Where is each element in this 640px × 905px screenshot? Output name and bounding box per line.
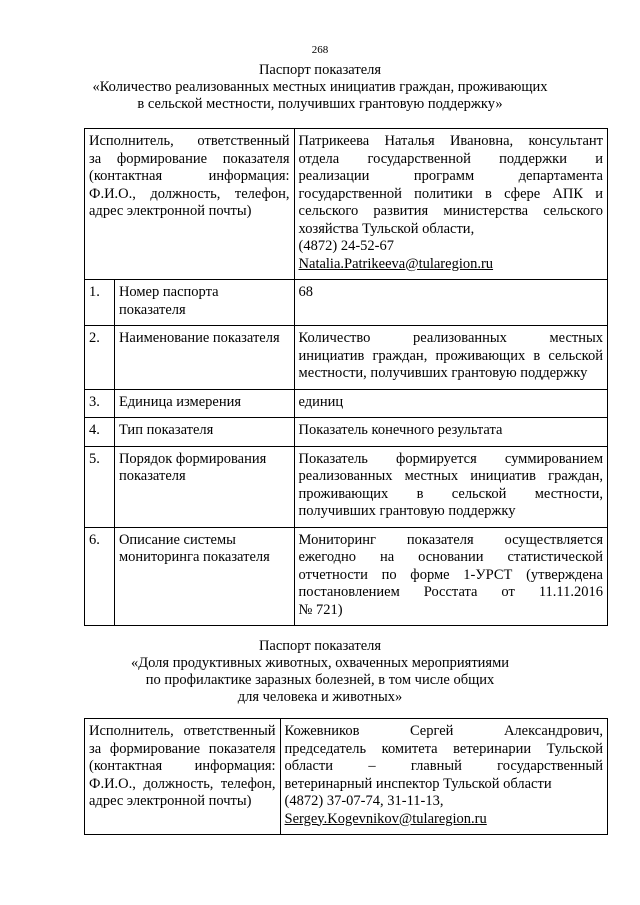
- row-value-line: отчетности по форме 1-УРСТ (утверждена: [298, 566, 603, 583]
- row-value-line: получивших грантовую поддержку: [298, 503, 516, 519]
- executor-value-line: председатель комитета ветеринарии Тульской: [284, 740, 603, 757]
- row-label-line: Порядок формирования: [118, 450, 267, 467]
- row-label-line: Единица измерения: [118, 393, 242, 410]
- row-value: [294, 389, 607, 418]
- row-label: [114, 418, 294, 447]
- row-label: [114, 326, 294, 390]
- table-row: [85, 326, 608, 390]
- executor-value: [280, 719, 607, 835]
- executor-row: [85, 129, 608, 280]
- executor-phone: (4872) 37-07-74, 31-11-13,: [284, 793, 444, 809]
- row-value-line: № 721): [298, 601, 343, 618]
- passport2-table: [84, 718, 608, 835]
- executor-value-line: ветеринарный инспектор Тульской области: [284, 775, 552, 792]
- row-label-line: Номер паспорта: [118, 284, 219, 300]
- row-number: 5.: [85, 446, 115, 527]
- row-label-line: показателя: [118, 468, 186, 484]
- row-number: 6.: [85, 527, 115, 626]
- row-value-line: проживающих в сельской местности,: [298, 485, 603, 502]
- row-label: [114, 527, 294, 626]
- executor-value-line: хозяйства Тульской области,: [298, 220, 475, 237]
- row-label-line: мониторинга показателя: [118, 549, 270, 565]
- executor-value-line: государственной политики в сфере АПК и: [298, 185, 603, 202]
- row-value-line: 68: [298, 284, 314, 300]
- executor-value-line: Кожевников Сергей Александрович,: [284, 723, 603, 739]
- row-value: [294, 418, 607, 447]
- table-row: [85, 418, 608, 447]
- row-value-line: постановлением Росстата от 11.11.2016: [298, 584, 603, 600]
- row-label-line: Наименование показателя: [118, 330, 280, 346]
- executor-label-line: Исполнитель, ответственный: [89, 723, 276, 739]
- passport2-heading: Паспорт показателя: [258, 638, 382, 654]
- executor-row: [85, 719, 608, 835]
- row-label-line: показателя: [118, 301, 186, 318]
- row-value-line: инициатив граждан, проживающих в сельской: [298, 347, 603, 364]
- executor-label-line: за формирование показателя: [89, 150, 290, 167]
- row-number: 1.: [85, 280, 115, 326]
- executor-label-line: Исполнитель, ответственный: [89, 133, 290, 149]
- executor-label: [85, 719, 281, 835]
- row-number: 2.: [85, 326, 115, 390]
- executor-value-line: реализации программ департамента: [298, 168, 603, 184]
- executor-email-link[interactable]: Sergey.Kogevnikov@tularegion.ru: [284, 810, 487, 827]
- passport1-heading: Паспорт показателя: [258, 62, 382, 78]
- passport1-title-line: «Количество реализованных местных инициатив граждан, проживающих: [92, 79, 548, 95]
- executor-label-line: (контактная информация:: [89, 168, 290, 184]
- row-number: 4.: [85, 418, 115, 447]
- row-label: [114, 446, 294, 527]
- executor-phone: (4872) 24-52-67: [298, 238, 394, 254]
- executor-label-line: за формирование показателя: [89, 740, 276, 757]
- row-value-line: реализованных местных инициатив граждан,: [298, 468, 603, 484]
- passport2-title-line: по профилактике заразных болезней, в том числе общих: [145, 672, 495, 688]
- row-value-line: ежегодно на основании статистической: [298, 549, 603, 565]
- row-value-line: Показатель конечного результата: [298, 422, 503, 438]
- row-value: [294, 280, 607, 326]
- executor-value: [294, 129, 607, 280]
- executor-label-line: адрес электронной почты): [89, 793, 252, 809]
- executor-label-line: Ф.И.О., должность, телефон,: [89, 185, 290, 202]
- passport2-title-line: для человека и животных»: [237, 689, 403, 705]
- row-label-line: Описание системы: [118, 531, 236, 548]
- table-row: [85, 389, 608, 418]
- row-value: [294, 446, 607, 527]
- passport1-title: [80, 62, 560, 113]
- passport2-title: [80, 638, 560, 706]
- executor-value-line: сельского развития министерства сельского: [298, 203, 603, 219]
- passport1-title-line: в сельской местности, получивших грантовую поддержку»: [137, 96, 503, 112]
- executor-label-line: (контактная информация:: [89, 758, 276, 774]
- row-value-line: Количество реализованных местных: [298, 330, 603, 346]
- row-number: 3.: [85, 389, 115, 418]
- executor-label: [85, 129, 295, 280]
- table-row: [85, 280, 608, 326]
- executor-value-line: отдела государственной поддержки и: [298, 150, 603, 167]
- row-label: [114, 280, 294, 326]
- executor-label-line: Ф.И.О., должность, телефон,: [89, 775, 276, 792]
- executor-label-line: адрес электронной почты): [89, 203, 252, 219]
- row-value-line: местности, получивших грантовую поддержку: [298, 365, 588, 381]
- page-number: 268: [311, 44, 329, 56]
- row-label-line: Тип показателя: [118, 422, 214, 438]
- passport1-table: [84, 128, 608, 626]
- row-label: [114, 389, 294, 418]
- row-value-line: единиц: [298, 393, 344, 410]
- executor-email-link[interactable]: Natalia.Patrikeeva@tularegion.ru: [298, 255, 494, 272]
- table-row: [85, 446, 608, 527]
- passport2-title-line: «Доля продуктивных животных, охваченных мероприятиями: [130, 655, 510, 671]
- row-value: [294, 326, 607, 390]
- executor-value-line: Патрикеева Наталья Ивановна, консультант: [298, 133, 603, 149]
- row-value-line: Показатель формируется суммированием: [298, 450, 603, 467]
- table-row: [85, 527, 608, 626]
- row-value: [294, 527, 607, 626]
- row-value-line: Мониторинг показателя осуществляется: [298, 531, 603, 548]
- executor-value-line: области – главный государственный: [284, 758, 603, 774]
